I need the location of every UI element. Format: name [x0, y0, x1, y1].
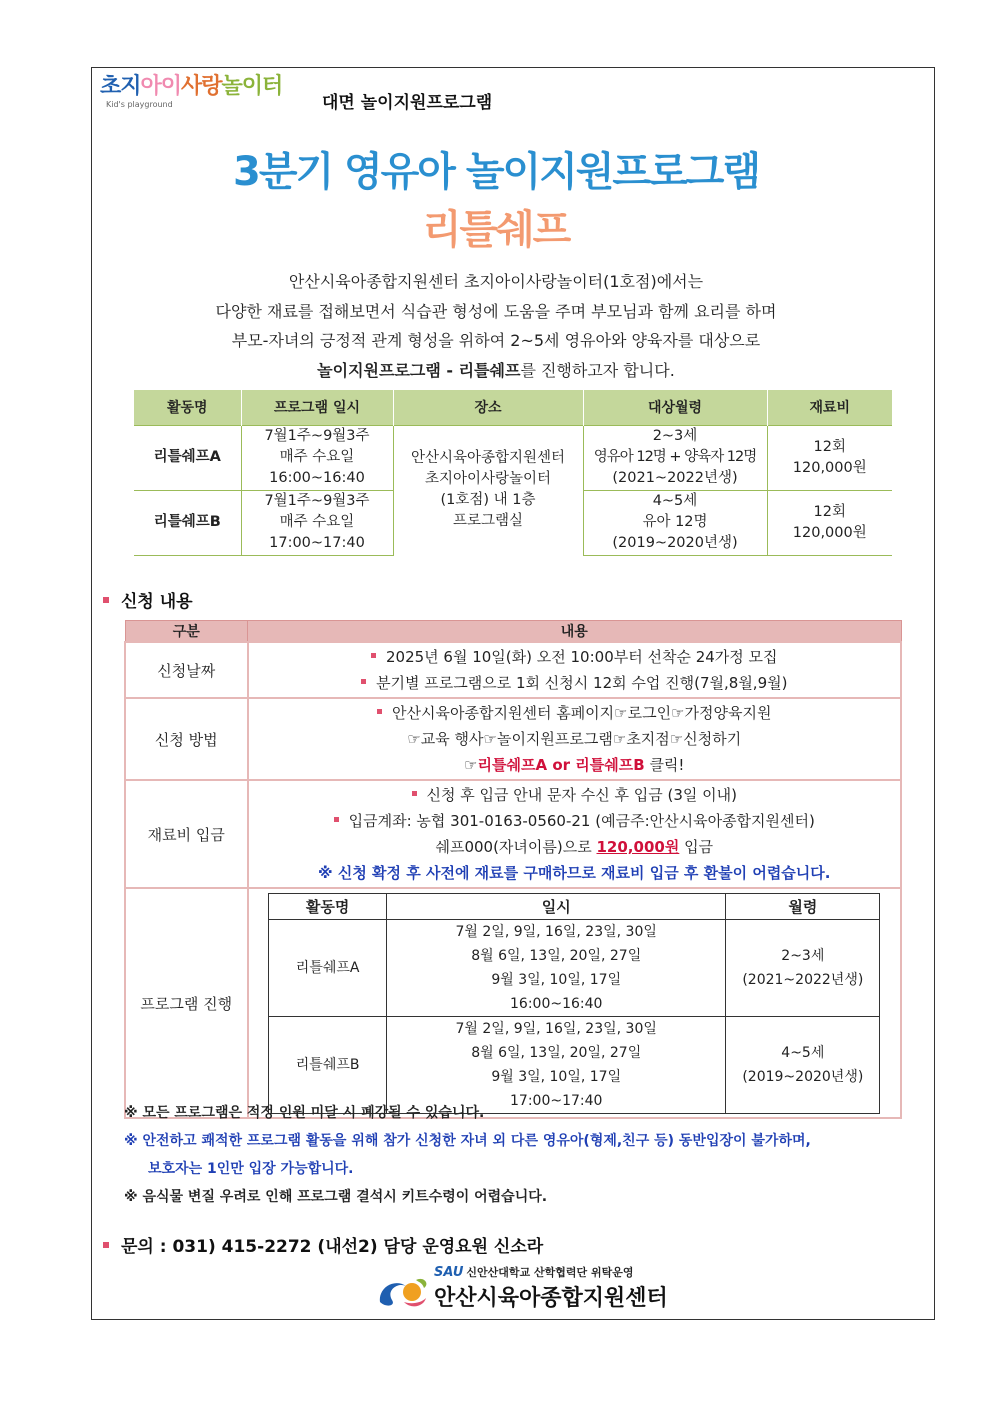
age-line: 2~3세 [781, 948, 825, 964]
bullet-icon [103, 1242, 109, 1248]
content-text: 입금계좌: 농협 301-0163-0560-21 (예금주:안산시육아종합지원센터) [348, 812, 815, 830]
payment-content [248, 780, 901, 888]
content-line [249, 670, 900, 696]
refund-warning: ※ 신청 확정 후 사전에 재료를 구매하므로 재료비 입금 후 환불이 어렵습니다. [318, 864, 831, 882]
program-link-text: 리틀쉐프A or 리틀쉐프B [477, 756, 645, 774]
content-line [249, 808, 900, 834]
column-header: 활동명 [134, 390, 241, 425]
column-header: 재료비 [767, 390, 892, 425]
center-logo [376, 1262, 666, 1312]
row-label: 신청 방법 [125, 698, 248, 780]
bullet-icon [412, 791, 417, 796]
date-line: 9월 3일, 10일, 17일 [491, 1069, 622, 1085]
date-line: 매주 수요일 [279, 449, 355, 465]
pointer-icon: ☞ [464, 756, 478, 774]
material-fee [767, 490, 892, 555]
note-line: 보호자는 1인만 입장 가능합니다. [148, 1161, 354, 1177]
intro-program-name: 놀이지원프로그램 - 리틀쉐프 [317, 360, 521, 380]
table-row [125, 642, 901, 698]
column-header: 장소 [393, 390, 583, 425]
page-subtitle: 리틀쉐프 [422, 207, 570, 253]
time-line: 16:00~16:40 [510, 996, 603, 1012]
contact-info [103, 1232, 543, 1257]
bullet-icon [371, 653, 376, 658]
venue [393, 425, 583, 555]
column-header: 월령 [726, 894, 880, 920]
logo-subtext: Kid's playground [106, 100, 173, 109]
schedule-content [248, 888, 901, 1118]
target-age [583, 490, 767, 555]
column-header: 활동명 [269, 894, 387, 920]
row-label: 재료비 입금 [125, 780, 248, 888]
target-age [583, 425, 767, 490]
bullet-icon [334, 817, 339, 822]
logo-part-nori: 놀이터 [221, 74, 283, 99]
column-header: 대상월령 [583, 390, 767, 425]
intro-line: 다양한 재료를 접해보면서 식습관 형성에 도움을 주며 부모님과 함께 요리를 하며 [215, 301, 777, 321]
intro-line [0, 356, 992, 386]
table-row [125, 698, 901, 780]
bullet-icon [361, 679, 366, 684]
target-line: (2021~2022년생) [612, 470, 738, 486]
schedule-table [268, 893, 880, 1114]
content-line: ☞교육 행사☞놀이지원프로그램☞초지점☞신청하기 [407, 730, 742, 748]
venue-line: 초지아이사랑놀이터 [424, 471, 552, 488]
date-line: 8월 6일, 13일, 20일, 27일 [471, 948, 642, 964]
date-line: 7월1주~9월3주 [264, 428, 370, 444]
note-line: ※ 모든 프로그램은 적정 인원 미달 시 폐강될 수 있습니다. [124, 1105, 485, 1121]
contact-text: 문의 : 031) 415-2272 (내선2) 담당 운영요원 신소라 [121, 1237, 544, 1257]
intro-line: 안산시육아종합지원센터 초지아이사랑놀이터(1호점)에서는 [288, 272, 704, 291]
logo-part-sarang: 사랑 [181, 74, 222, 99]
date-line: 17:00~17:40 [269, 535, 365, 551]
application-table [124, 620, 902, 1119]
section-title: 신청 내용 [121, 592, 193, 612]
schedule-dates [387, 920, 726, 1017]
venue-line: 안산시육아종합지원센터 [410, 450, 566, 467]
content-line [249, 752, 900, 778]
apply-method-content [248, 698, 901, 780]
venue-line: 프로그램실 [452, 513, 524, 530]
content-text: 분기별 프로그램으로 1회 신청시 12회 수업 진행(7월,8월,9월) [376, 674, 788, 692]
table-row [269, 920, 880, 1017]
program-date [241, 425, 393, 490]
apply-section-heading [103, 587, 193, 612]
row-label: 프로그램 진행 [125, 888, 248, 1118]
age-line: 4~5세 [781, 1045, 825, 1061]
fee-line: 120,000원 [792, 524, 867, 541]
notes-block [124, 1099, 811, 1211]
content-text: 클릭! [644, 756, 685, 774]
intro-line-end: 를 진행하고자 합니다. [520, 360, 675, 380]
center-name: 안산시육아종합지원센터 [434, 1286, 668, 1311]
payment-amount: 120,000원 [596, 838, 680, 856]
note-line: ※ 음식물 변질 우려로 인해 프로그램 결석시 키트수령이 어렵습니다. [124, 1189, 548, 1205]
page-title: 3분기 영유아 놀이지원프로그램 [232, 149, 759, 195]
age-line: (2021~2022년생) [742, 972, 864, 988]
date-line: 7월1주~9월3주 [264, 493, 370, 509]
schedule-name: 리틀쉐프A [269, 920, 387, 1017]
logo-part-choji: 초지 [100, 74, 141, 99]
program-type-label: 대면 놀이지원프로그램 [322, 93, 493, 113]
column-header: 프로그램 일시 [241, 390, 393, 425]
venue-line: (1호점) 내 1층 [440, 492, 536, 509]
schedule-header-row [269, 894, 880, 920]
operator-text [434, 1264, 633, 1280]
content-line [249, 782, 900, 808]
target-line: 4~5세 [652, 493, 698, 509]
operator-label: 신안산대학교 산학협력단 위탁운영 [466, 1266, 634, 1279]
content-text: 입금 [679, 838, 714, 856]
date-line: 16:00~16:40 [269, 470, 365, 486]
content-text: 신청 후 입금 안내 문자 수신 후 입금 (3일 이내) [426, 786, 738, 804]
schedule-age [726, 920, 880, 1017]
date-line: 7월 2일, 9일, 16일, 23일, 30일 [455, 1021, 657, 1037]
date-line: 8월 6일, 13일, 20일, 27일 [471, 1045, 642, 1061]
content-text: 2025년 6월 10일(화) 오전 10:00부터 선착순 24가정 모집 [385, 648, 778, 666]
content-line [249, 700, 900, 726]
target-line: 2~3세 [652, 428, 698, 444]
activity-name: 리틀쉐프B [134, 490, 241, 555]
row-label: 신청날짜 [125, 642, 248, 698]
target-line: 유아 12명 [642, 514, 708, 530]
column-header: 내용 [248, 621, 901, 643]
column-header: 일시 [387, 894, 726, 920]
center-swirl-icon [376, 1272, 430, 1310]
fee-line: 12회 [813, 438, 846, 455]
date-line: 7월 2일, 9일, 16일, 23일, 30일 [455, 924, 657, 940]
time-line: 17:00~17:40 [510, 1093, 603, 1109]
target-line: (2019~2020년생) [612, 535, 738, 551]
date-line: 9월 3일, 10일, 17일 [491, 972, 622, 988]
age-line: (2019~2020년생) [742, 1069, 864, 1085]
material-fee [767, 425, 892, 490]
application-header-row [125, 621, 901, 643]
overview-table [134, 390, 892, 556]
bullet-icon [377, 709, 382, 714]
apply-date-content [248, 642, 901, 698]
fee-line: 120,000원 [792, 459, 867, 476]
activity-name: 리틀쉐프A [134, 425, 241, 490]
table-row [125, 888, 901, 1118]
table-row [134, 425, 892, 490]
intro-paragraph [0, 267, 992, 385]
bullet-icon [103, 597, 109, 603]
date-line: 매주 수요일 [279, 514, 355, 530]
content-line [249, 644, 900, 670]
logo-part-ai: 아이 [140, 74, 182, 99]
content-line [249, 834, 900, 860]
table-row [125, 780, 901, 888]
choji-logo [100, 74, 310, 114]
fee-line: 12회 [813, 503, 846, 520]
schedule-name: 리틀쉐프B [269, 1017, 387, 1114]
sau-logo-text: SAU [434, 1265, 464, 1280]
target-line: 영유아 12명 + 양육자 12명 [593, 449, 757, 465]
column-header: 구분 [125, 621, 248, 643]
note-line: ※ 안전하고 쾌적한 프로그램 활동을 위해 참가 신청한 자녀 외 다른 영유아(형제,친구 등) 동반입장이 불가하며, [124, 1133, 811, 1149]
content-text: 쉐프000(자녀이름)으로 [435, 838, 597, 856]
content-text: 안산시육아종합지원센터 홈페이지☞로그인☞가정양육지원 [392, 704, 772, 722]
overview-header-row [134, 390, 892, 425]
intro-line: 부모-자녀의 긍정적 관계 형성을 위하여 2~5세 영유아와 양육자를 대상으로 [231, 331, 761, 350]
logo-text [100, 74, 310, 100]
program-date [241, 490, 393, 555]
